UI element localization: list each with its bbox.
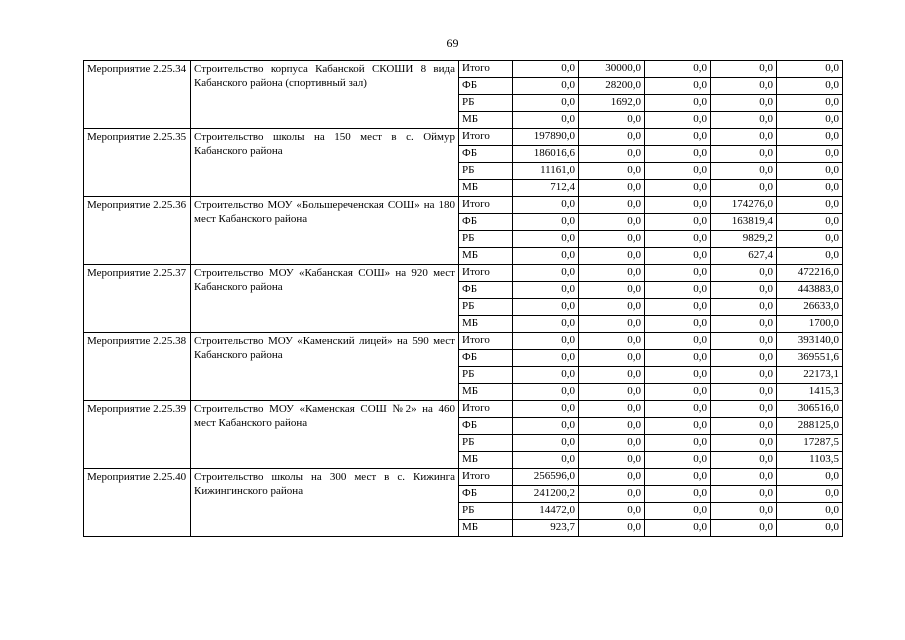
amount-cell: 0,0: [513, 78, 579, 95]
amount-cell: 0,0: [645, 146, 711, 163]
amount-cell: 0,0: [711, 146, 777, 163]
amount-cell: 0,0: [777, 520, 843, 537]
funding-source: Итого: [459, 401, 513, 418]
amount-cell: 0,0: [579, 469, 645, 486]
amount-cell: 11161,0: [513, 163, 579, 180]
amount-cell: 0,0: [645, 248, 711, 265]
funding-source: РБ: [459, 231, 513, 248]
amount-cell: 0,0: [513, 248, 579, 265]
amount-cell: 0,0: [513, 112, 579, 129]
table-row: [84, 265, 843, 282]
amount-cell: 0,0: [513, 61, 579, 78]
amount-cell: 0,0: [513, 282, 579, 299]
amount-cell: 0,0: [777, 180, 843, 197]
amount-cell: 0,0: [777, 78, 843, 95]
funding-source: МБ: [459, 248, 513, 265]
amount-cell: 0,0: [645, 112, 711, 129]
amount-cell: 923,7: [513, 520, 579, 537]
amount-cell: 0,0: [645, 61, 711, 78]
amount-cell: 0,0: [711, 418, 777, 435]
amount-cell: 197890,0: [513, 129, 579, 146]
funding-source: ФБ: [459, 282, 513, 299]
amount-cell: 369551,6: [777, 350, 843, 367]
amount-cell: 0,0: [579, 486, 645, 503]
amount-cell: 0,0: [513, 95, 579, 112]
amount-cell: 0,0: [579, 163, 645, 180]
amount-cell: 0,0: [645, 214, 711, 231]
amount-cell: 0,0: [579, 129, 645, 146]
measure-description: Строительство МОУ «Большереченская СОШ» на 180 мест Кабанского района: [191, 197, 459, 265]
amount-cell: 0,0: [579, 520, 645, 537]
amount-cell: 0,0: [579, 180, 645, 197]
measure-description: Строительство МОУ «Каменская СОШ №2» на 460 мест Кабанского района: [191, 401, 459, 469]
amount-cell: 0,0: [711, 401, 777, 418]
amount-cell: 0,0: [645, 129, 711, 146]
amount-cell: 0,0: [711, 452, 777, 469]
table-row: [84, 333, 843, 350]
amount-cell: 0,0: [645, 520, 711, 537]
funding-source: МБ: [459, 180, 513, 197]
amount-cell: 0,0: [645, 401, 711, 418]
amount-cell: 1700,0: [777, 316, 843, 333]
amount-cell: 0,0: [645, 265, 711, 282]
amount-cell: 0,0: [645, 418, 711, 435]
measure-description: Строительство МОУ «Каменский лицей» на 590 мест Кабанского района: [191, 333, 459, 401]
amount-cell: 0,0: [711, 384, 777, 401]
measure-description: Строительство корпуса Кабанской СКОШИ 8 вида Кабанского района (спортивный зал): [191, 61, 459, 129]
amount-cell: 0,0: [711, 469, 777, 486]
amount-cell: 0,0: [645, 78, 711, 95]
funding-source: МБ: [459, 316, 513, 333]
amount-cell: 306516,0: [777, 401, 843, 418]
amount-cell: 0,0: [513, 214, 579, 231]
table-body: [84, 61, 843, 537]
table-row: [84, 61, 843, 78]
amount-cell: 0,0: [711, 367, 777, 384]
funding-source: ФБ: [459, 350, 513, 367]
amount-cell: 0,0: [777, 112, 843, 129]
amount-cell: 0,0: [579, 452, 645, 469]
amount-cell: 0,0: [579, 112, 645, 129]
amount-cell: 0,0: [711, 95, 777, 112]
amount-cell: 0,0: [645, 231, 711, 248]
funding-source: ФБ: [459, 486, 513, 503]
amount-cell: 0,0: [711, 520, 777, 537]
amount-cell: 14472,0: [513, 503, 579, 520]
amount-cell: 0,0: [777, 61, 843, 78]
amount-cell: 0,0: [777, 469, 843, 486]
page-number: 69: [446, 36, 459, 50]
amount-cell: 0,0: [645, 452, 711, 469]
measure-code: Мероприятие 2.25.39: [84, 401, 191, 469]
measure-code: Мероприятие 2.25.36: [84, 197, 191, 265]
amount-cell: 0,0: [645, 316, 711, 333]
measure-code: Мероприятие 2.25.35: [84, 129, 191, 197]
measure-description: Строительство школы на 300 мест в с. Кижинга Кижингинского района: [191, 469, 459, 537]
amount-cell: 0,0: [711, 129, 777, 146]
funding-source: РБ: [459, 299, 513, 316]
amount-cell: 0,0: [711, 265, 777, 282]
funding-source: Итого: [459, 333, 513, 350]
amount-cell: 1415,3: [777, 384, 843, 401]
amount-cell: 0,0: [645, 180, 711, 197]
funding-source: РБ: [459, 367, 513, 384]
amount-cell: 0,0: [645, 299, 711, 316]
amount-cell: 0,0: [645, 163, 711, 180]
amount-cell: 0,0: [579, 350, 645, 367]
measure-code: Мероприятие 2.25.40: [84, 469, 191, 537]
amount-cell: 0,0: [513, 350, 579, 367]
table-row: [84, 469, 843, 486]
amount-cell: 174276,0: [711, 197, 777, 214]
amount-cell: 0,0: [645, 486, 711, 503]
amount-cell: 0,0: [513, 435, 579, 452]
amount-cell: 288125,0: [777, 418, 843, 435]
amount-cell: 0,0: [513, 316, 579, 333]
amount-cell: 0,0: [645, 435, 711, 452]
measure-code: Мероприятие 2.25.38: [84, 333, 191, 401]
amount-cell: 0,0: [777, 95, 843, 112]
amount-cell: 0,0: [579, 503, 645, 520]
amount-cell: 186016,6: [513, 146, 579, 163]
amount-cell: 0,0: [711, 299, 777, 316]
amount-cell: 0,0: [579, 418, 645, 435]
funding-source: МБ: [459, 112, 513, 129]
amount-cell: 0,0: [645, 95, 711, 112]
funding-source: Итого: [459, 197, 513, 214]
amount-cell: 0,0: [777, 503, 843, 520]
amount-cell: 0,0: [579, 146, 645, 163]
amount-cell: 472216,0: [777, 265, 843, 282]
amount-cell: 0,0: [513, 401, 579, 418]
amount-cell: 0,0: [645, 197, 711, 214]
amount-cell: 0,0: [513, 418, 579, 435]
funding-source: ФБ: [459, 146, 513, 163]
funding-source: ФБ: [459, 78, 513, 95]
budget-table: [83, 60, 843, 537]
table-row: [84, 129, 843, 146]
amount-cell: 22173,1: [777, 367, 843, 384]
amount-cell: 163819,4: [711, 214, 777, 231]
amount-cell: 0,0: [711, 163, 777, 180]
amount-cell: 1103,5: [777, 452, 843, 469]
amount-cell: 0,0: [645, 384, 711, 401]
amount-cell: 0,0: [777, 231, 843, 248]
amount-cell: 30000,0: [579, 61, 645, 78]
amount-cell: 0,0: [645, 333, 711, 350]
amount-cell: 0,0: [645, 367, 711, 384]
funding-source: МБ: [459, 384, 513, 401]
amount-cell: 0,0: [645, 503, 711, 520]
amount-cell: 0,0: [513, 231, 579, 248]
amount-cell: 0,0: [711, 78, 777, 95]
table-row: [84, 401, 843, 418]
amount-cell: 0,0: [579, 265, 645, 282]
amount-cell: 0,0: [513, 197, 579, 214]
amount-cell: 0,0: [579, 384, 645, 401]
amount-cell: 0,0: [711, 503, 777, 520]
amount-cell: 0,0: [711, 61, 777, 78]
amount-cell: 0,0: [579, 248, 645, 265]
amount-cell: 241200,2: [513, 486, 579, 503]
measure-code: Мероприятие 2.25.37: [84, 265, 191, 333]
funding-source: МБ: [459, 520, 513, 537]
funding-source: ФБ: [459, 214, 513, 231]
amount-cell: 0,0: [777, 146, 843, 163]
amount-cell: 26633,0: [777, 299, 843, 316]
funding-source: РБ: [459, 95, 513, 112]
amount-cell: 0,0: [711, 282, 777, 299]
funding-source: РБ: [459, 503, 513, 520]
amount-cell: 0,0: [579, 197, 645, 214]
funding-source: Итого: [459, 265, 513, 282]
amount-cell: 256596,0: [513, 469, 579, 486]
amount-cell: 0,0: [711, 333, 777, 350]
amount-cell: 0,0: [579, 299, 645, 316]
funding-source: МБ: [459, 452, 513, 469]
amount-cell: 0,0: [579, 401, 645, 418]
amount-cell: 0,0: [513, 384, 579, 401]
funding-source: Итого: [459, 129, 513, 146]
amount-cell: 9829,2: [711, 231, 777, 248]
amount-cell: 0,0: [579, 214, 645, 231]
funding-source: РБ: [459, 435, 513, 452]
amount-cell: 0,0: [777, 248, 843, 265]
amount-cell: 0,0: [579, 367, 645, 384]
amount-cell: 17287,5: [777, 435, 843, 452]
amount-cell: 0,0: [711, 486, 777, 503]
table-row: [84, 197, 843, 214]
amount-cell: 0,0: [711, 316, 777, 333]
amount-cell: 0,0: [579, 282, 645, 299]
funding-source: Итого: [459, 61, 513, 78]
measure-description: Строительство школы на 150 мест в с. Оймур Кабанского района: [191, 129, 459, 197]
amount-cell: 0,0: [711, 435, 777, 452]
amount-cell: 0,0: [777, 486, 843, 503]
funding-source: РБ: [459, 163, 513, 180]
amount-cell: 28200,0: [579, 78, 645, 95]
amount-cell: 0,0: [645, 282, 711, 299]
amount-cell: 0,0: [579, 435, 645, 452]
amount-cell: 0,0: [645, 350, 711, 367]
amount-cell: 0,0: [711, 112, 777, 129]
amount-cell: 627,4: [711, 248, 777, 265]
amount-cell: 0,0: [711, 350, 777, 367]
amount-cell: 0,0: [579, 231, 645, 248]
amount-cell: 0,0: [513, 367, 579, 384]
amount-cell: 0,0: [579, 316, 645, 333]
amount-cell: 393140,0: [777, 333, 843, 350]
amount-cell: 0,0: [777, 129, 843, 146]
amount-cell: 0,0: [777, 214, 843, 231]
amount-cell: 0,0: [579, 333, 645, 350]
amount-cell: 0,0: [513, 333, 579, 350]
measure-description: Строительство МОУ «Кабанская СОШ» на 920 мест Кабанского района: [191, 265, 459, 333]
amount-cell: 0,0: [777, 197, 843, 214]
amount-cell: 0,0: [513, 265, 579, 282]
amount-cell: 0,0: [777, 163, 843, 180]
amount-cell: 1692,0: [579, 95, 645, 112]
funding-source: Итого: [459, 469, 513, 486]
amount-cell: 0,0: [711, 180, 777, 197]
amount-cell: 0,0: [513, 299, 579, 316]
amount-cell: 443883,0: [777, 282, 843, 299]
amount-cell: 0,0: [513, 452, 579, 469]
funding-source: ФБ: [459, 418, 513, 435]
measure-code: Мероприятие 2.25.34: [84, 61, 191, 129]
amount-cell: 712,4: [513, 180, 579, 197]
amount-cell: 0,0: [645, 469, 711, 486]
